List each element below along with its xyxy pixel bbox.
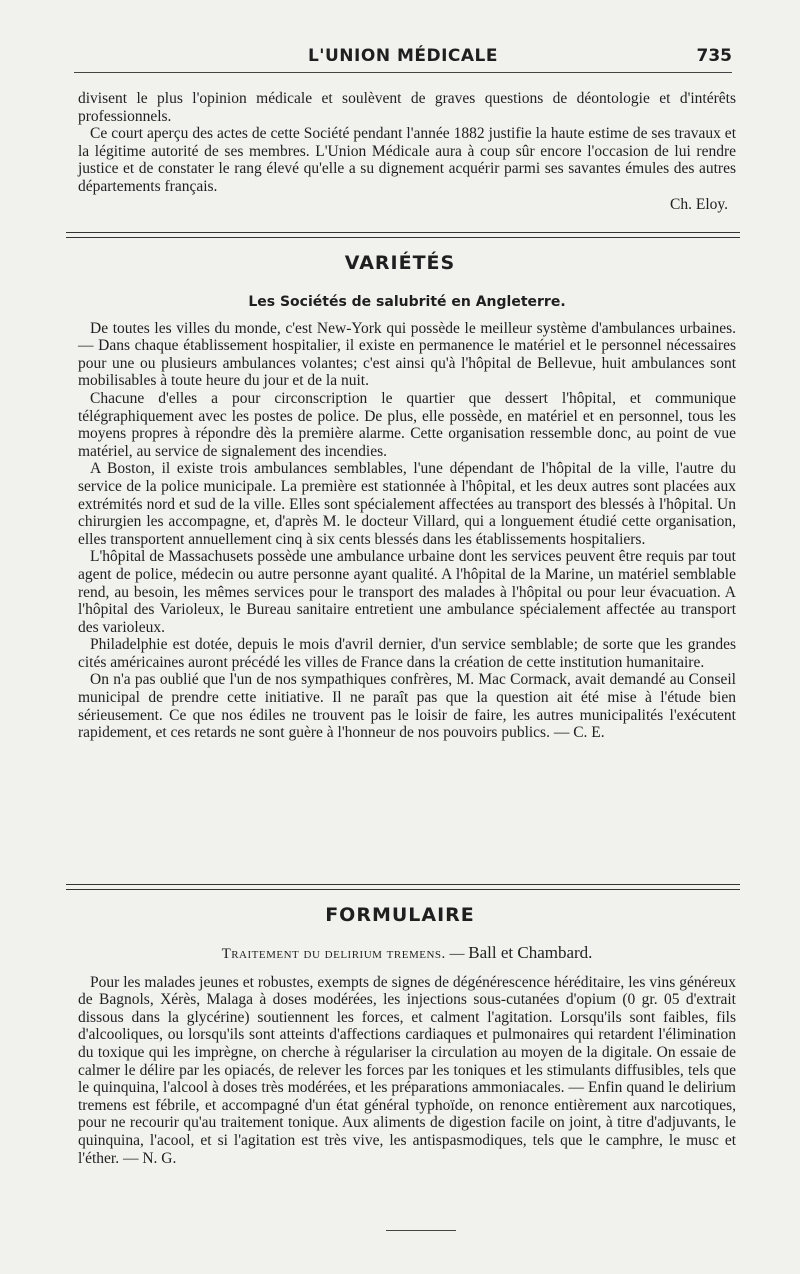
varietes-section	[78, 282, 736, 742]
recipe-heading	[78, 944, 736, 964]
journal-title: L'UNION MÉDICALE	[307, 46, 499, 66]
article-paragraph: A Boston, il existe trois ambulances semblables, l'une dépendant de l'hôpital de la ville, l'autre du service de la police municipale. La première est stationnée à l'hôpital, et les deux autres sont placées aux extrémités nord et sud de la ville. Elles sont spécialement affectées au transport des blessés à l'hôpital. Un chirurgien les accompagne, et, d'après M. le docteur Villard, qui a longuement étudié cette organisation, elles transportent annuellement cinq à six cents blessés dans les établissements hospitaliers.	[78, 460, 736, 548]
section-title-formulaire: FORMULAIRE	[325, 904, 475, 926]
article-paragraph: On n'a pas oublié que l'un de nos sympathiques confrères, M. Mac Cormack, avait demandé au Conseil municipal de prendre cette initiative. Il ne paraît pas que la question ait été mise à l'étude bien sérieusement. Ce que nos édiles ne trouvent pas le loisir de faire, les autres municipalités l'exécutent rapidement, et ces retards ne sont guère à l'honneur de nos pouvoirs publics. — C. E.	[78, 671, 736, 742]
article-subtitle: Les Sociétés de salubrité en Angleterre.	[248, 294, 566, 310]
page-number: 735	[696, 46, 732, 66]
intro-paragraph: Ce court aperçu des actes de cette Société pendant l'année 1882 justifie la haute estime de ses travaux et la légitime autorité de ses membres. L'Union Médicale aura à coup sûr encore l'occasion de lui rendre justice et de constater le rang élevé qu'elle a su dignement acquérir parmi ses savantes émules des autres départements français.	[78, 125, 736, 195]
author-signature: Ch. Eloy.	[670, 195, 728, 213]
running-header	[74, 44, 732, 73]
article-paragraph: Philadelphie est dotée, depuis le mois d'avril dernier, d'un service semblable; de sorte que les grandes cités américaines auront précédé les villes de France dans la création de cette institution humanitaire.	[78, 636, 736, 671]
formulaire-section	[78, 932, 736, 1167]
recipe-dash: —	[445, 946, 469, 962]
section-divider	[66, 884, 740, 890]
article-paragraph: De toutes les villes du monde, c'est New-York qui possède le meilleur système d'ambulances urbaines. — Dans chaque établissement hospitalier, il existe en permanence le matériel et le personnel nécessaires pour une ou plusieurs ambulances volantes; c'est ainsi qu'à l'hôpital de Bellevue, huit ambulances sont mobilisables à toute heure du jour et de la nuit.	[78, 319, 736, 390]
recipe-paragraph: Pour les malades jeunes et robustes, exempts de signes de dégénérescence héréditaire, les vins généreux de Bagnols, Xérès, Malaga à doses modérées, les injections sous-cutanées d'opium (0 gr. 05 d'extrait dissous dans la glycérine) soutiennent les forces, et calment l'agitation. Lorsqu'ils sont faibles, fils d'alcooliques, ou lorsqu'ils sont atteints d'affections cardiaques et pulmonaires qui retardent l'élimination du toxique qui les imprègne, on cherche à régulariser la circulation au moyen de la digitale. On essaie de calmer le délire par les opiacés, de relever les forces par les toniques et les stimulants diffusibles, tels que le quinquina, l'alcool à doses très modérées, et les préparations ammoniacales. — Enfin quand le delirium tremens est fébrile, et accompagné d'un état général typhoïde, on renonce entièrement aux narcotiques, pour ne recourir qu'au traitement tonique. Aux aliments de digestion facile on joint, à titre d'adjuvants, le quinquina, l'acool, et si l'agitation est très vive, les antispasmodiques, tels que le camphre, le musc et l'éther. — N. G.	[78, 973, 736, 1167]
intro-section	[78, 90, 736, 213]
end-rule	[386, 1230, 456, 1231]
article-paragraph: L'hôpital de Massachusets possède une ambulance urbaine dont les services peuvent être requis par tout agent de police, médecin ou autre personne ayant qualité. A l'hôpital de la Marine, un matériel semblable rend, au besoin, les mêmes services pour le transport des malades à l'hôpital ou pour leur évacuation. A l'hôpital des Varioleux, le Bureau sanitaire entretient une ambulance spécialement affectée au transport des varioleux.	[78, 548, 736, 636]
section-title-varietes: VARIÉTÉS	[344, 252, 456, 274]
intro-paragraph: divisent le plus l'opinion médicale et soulèvent de graves questions de déontologie et d'intérêts professionnels.	[78, 90, 736, 125]
article-paragraph: Chacune d'elles a pour circonscription le quartier que dessert l'hôpital, et communique télégraphiquement avec les postes de police. De plus, elle possède, en matériel et en personnel, tous les moyens propres à répondre dès la première alarme. Cette organisation ressemble donc, au point de vue matériel, au service de signalement des incendies.	[78, 389, 736, 460]
recipe-authors: Ball et Chambard.	[468, 943, 593, 962]
recipe-label: Traitement du delirium tremens.	[221, 946, 446, 962]
section-divider	[66, 232, 740, 238]
